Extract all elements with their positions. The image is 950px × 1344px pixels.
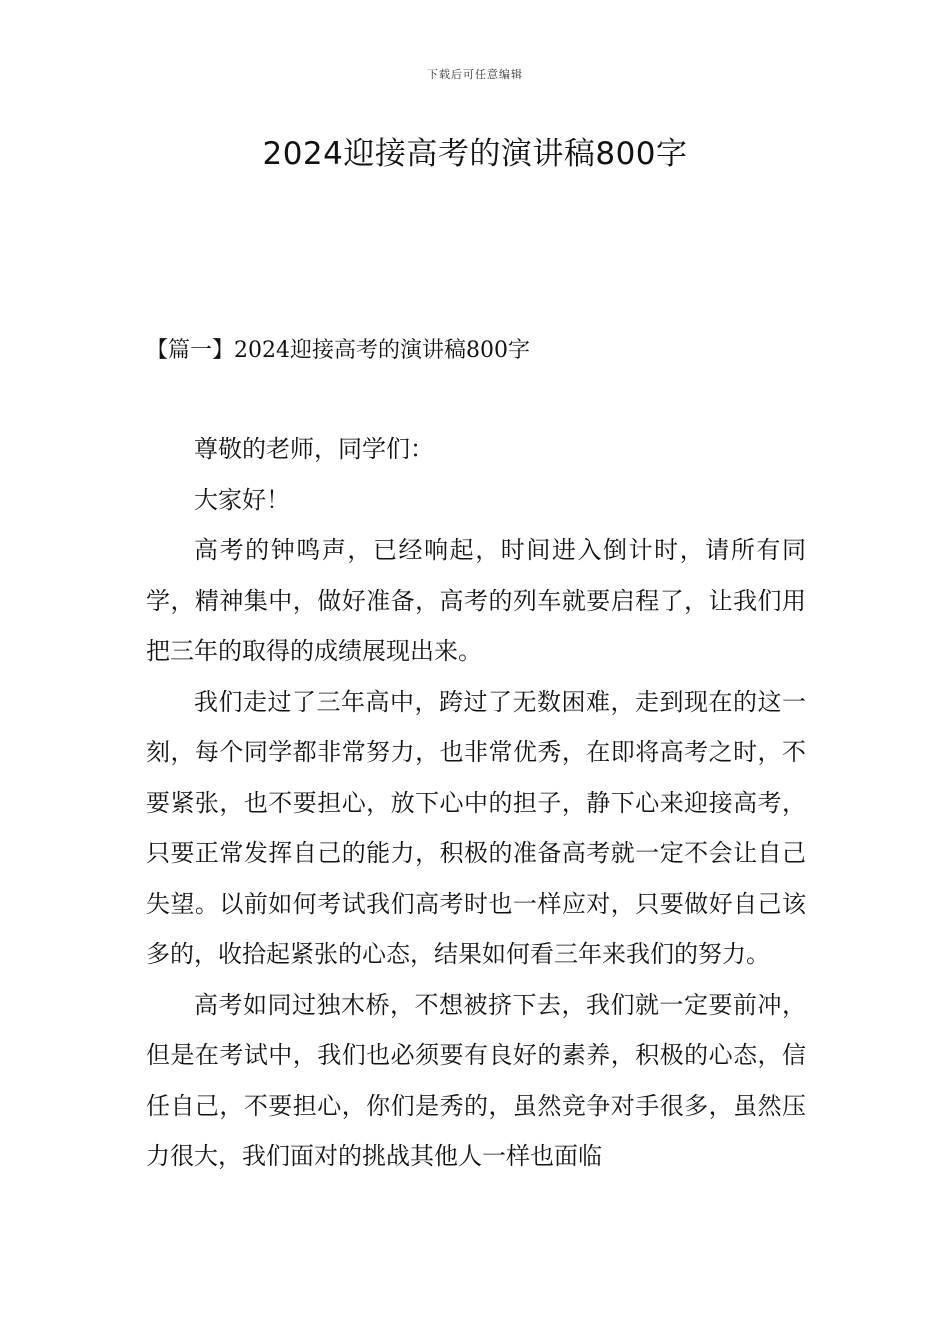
document-title: 2024迎接高考的演讲稿800字	[262, 136, 688, 172]
body-paragraph: 高考如同过独木桥，不想被挤下去，我们就一定要前冲，但是在考试中，我们也必须要有良好的素养，积极的心态，信任自己，不要担心，你们是秀的，虽然竞争对手很多，虽然压力很大，我们面对的挑战其他人一样也面临	[146, 990, 806, 1170]
download-note: 下载后可任意编辑	[427, 68, 523, 81]
speech-body	[146, 424, 806, 1182]
salutation-paragraph: 尊敬的老师，同学们：	[194, 435, 434, 463]
body-paragraph: 高考的钟鸣声，已经响起，时间进入倒计时，请所有同学，精神集中，做好准备，高考的列车就要启程了，让我们用把三年的取得的成绩展现出来。	[146, 536, 806, 665]
greeting-paragraph: 大家好！	[194, 485, 290, 514]
body-paragraph: 我们走过了三年高中，跨过了无数困难，走到现在的这一刻，每个同学都非常努力，也非常优秀，在即将高考之时，不要紧张，也不要担心，放下心中的担子，静下心来迎接高考，只要正常发挥自己的能力，积极的准备高考就一定不会让自己失望。以前如何考试我们高考时也一样应对，只要做好自己该多的，收拾起紧张的心态，结果如何看三年来我们的努力。	[146, 687, 806, 968]
section-heading: 【篇一】2024迎接高考的演讲稿800字	[146, 338, 530, 363]
